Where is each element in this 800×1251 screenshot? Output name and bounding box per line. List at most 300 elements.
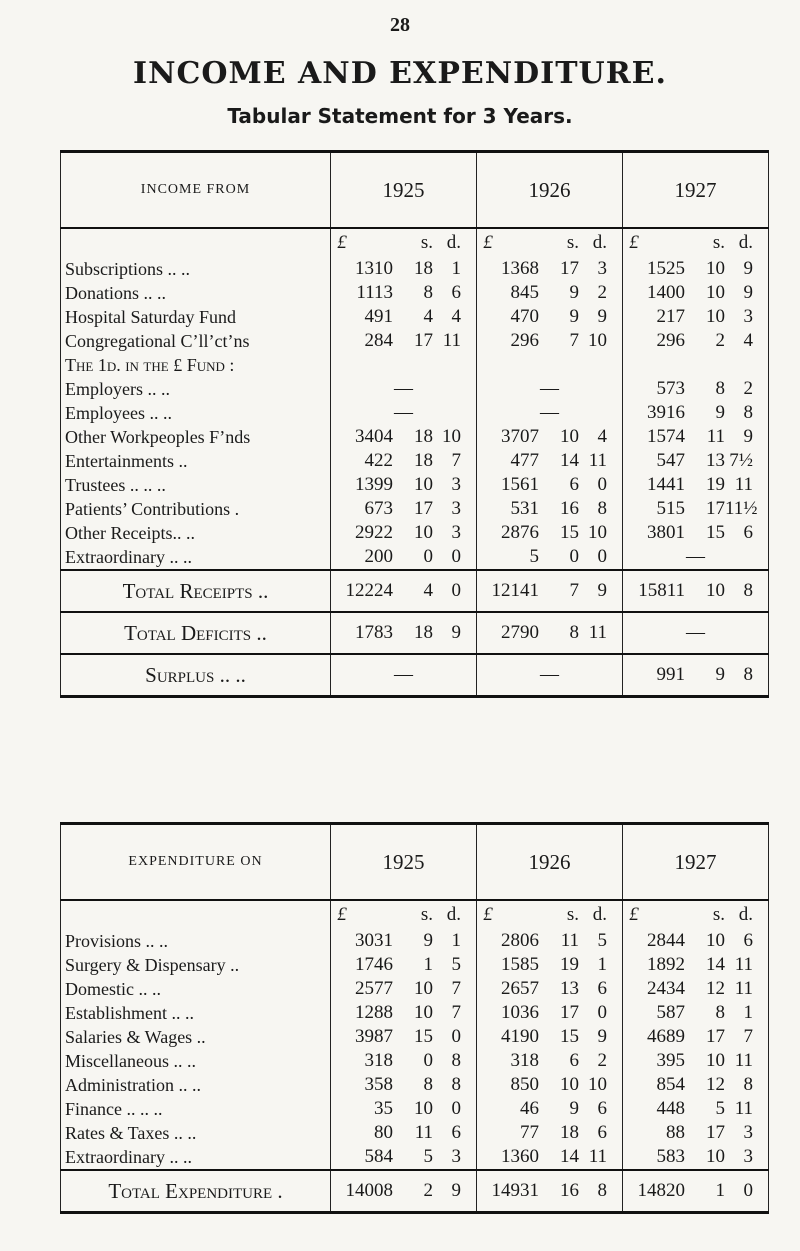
income-value-cell (623, 305, 769, 329)
income-value-cell (331, 521, 477, 545)
income-value-shillings: 10 (706, 258, 725, 279)
income-row-label: The 1d. in the £ Fund : (61, 353, 331, 377)
expenditure-row (61, 1145, 769, 1170)
income-total-pounds: 12224 (345, 580, 393, 601)
income-value-amount (623, 545, 768, 569)
income-value-shillings: 10 (706, 306, 725, 327)
income-value-pence: 8 (743, 402, 753, 423)
income-value-amount (623, 305, 768, 329)
income-total-cell (623, 612, 769, 654)
expenditure-value-shillings: 5 (715, 1098, 725, 1119)
income-total-amount (623, 571, 768, 611)
expenditure-value-pounds: 1288 (355, 1002, 393, 1023)
income-value-pence: 9 (743, 258, 753, 279)
income-value-shillings: 17 (560, 258, 579, 279)
income-value-amount (623, 281, 768, 305)
income-value-amount (331, 353, 476, 377)
expenditure-value-amount (477, 953, 622, 977)
income-row-label: Congregational C’ll’ct’ns (61, 329, 331, 353)
expenditure-value-pence: 0 (451, 1098, 461, 1119)
income-value-amount (623, 425, 768, 449)
expenditure-header-year-1925: 1925 (331, 824, 477, 901)
expenditure-value-amount (477, 1073, 622, 1097)
expenditure-units (477, 901, 622, 929)
expenditure-value-pence: 8 (743, 1074, 753, 1095)
expenditure-value-shillings: 10 (706, 930, 725, 951)
income-value-cell (331, 281, 477, 305)
income-row (61, 329, 769, 353)
expenditure-value-cell (623, 1001, 769, 1025)
expenditure-total-shillings: 1 (715, 1180, 725, 1201)
shilling-unit: s. (566, 904, 579, 925)
expenditure-row-label: Provisions .. .. (61, 929, 331, 953)
expenditure-value-amount (331, 953, 476, 977)
expenditure-row-label: Establishment .. .. (61, 1001, 331, 1025)
income-value-cell (477, 281, 623, 305)
income-value-amount (477, 281, 622, 305)
income-value-pence: 4 (597, 426, 607, 447)
income-value-amount (331, 377, 476, 401)
expenditure-value-amount (331, 1145, 476, 1169)
expenditure-value-pounds: 1585 (501, 954, 539, 975)
page-title: INCOME AND EXPENDITURE. (133, 56, 667, 91)
expenditure-value-cell (477, 1145, 623, 1170)
expenditure-value-pence: 7 (451, 978, 461, 999)
income-total-cell (331, 612, 477, 654)
income-value-pence: 7½ (729, 450, 753, 471)
income-value-shillings: 13 (706, 450, 725, 471)
income-value-cell (623, 449, 769, 473)
income-value-dash: — (686, 546, 705, 567)
income-value-pence: 3 (597, 258, 607, 279)
income-value-pounds: 1574 (647, 426, 685, 447)
income-units (623, 229, 768, 257)
income-value-pence: 3 (451, 474, 461, 495)
expenditure-value-pence: 7 (743, 1026, 753, 1047)
expenditure-value-pounds: 88 (666, 1122, 685, 1143)
expenditure-value-pence: 3 (743, 1146, 753, 1167)
expenditure-units-cell (331, 900, 477, 929)
expenditure-value-pence: 2 (597, 1050, 607, 1071)
expenditure-value-pounds: 80 (374, 1122, 393, 1143)
income-total-pounds: 2790 (501, 622, 539, 643)
income-value-shillings: 16 (560, 498, 579, 519)
income-value-pounds: 5 (529, 546, 539, 567)
income-total-amount (331, 613, 476, 653)
expenditure-table (60, 822, 769, 1214)
expenditure-value-cell (623, 1097, 769, 1121)
expenditure-value-pence: 6 (597, 1122, 607, 1143)
income-row-label: Trustees .. .. .. (61, 473, 331, 497)
income-value-shillings: 6 (569, 474, 579, 495)
income-value-pence: 2 (743, 378, 753, 399)
income-value-pence: 10 (588, 330, 607, 351)
income-row-label: Subscriptions .. .. (61, 257, 331, 281)
income-header-year-1926: 1926 (477, 152, 623, 229)
income-value-pounds: 422 (364, 450, 393, 471)
income-value-cell (331, 449, 477, 473)
income-value-cell (623, 425, 769, 449)
expenditure-value-pounds: 850 (510, 1074, 539, 1095)
pound-sign: £ (483, 904, 493, 925)
income-units-cell (477, 228, 623, 257)
income-value-pence: 3 (451, 522, 461, 543)
expenditure-value-pounds: 587 (656, 1002, 685, 1023)
expenditure-value-pence: 5 (451, 954, 461, 975)
expenditure-value-shillings: 12 (706, 978, 725, 999)
income-value-cell (331, 353, 477, 377)
expenditure-value-pence: 6 (597, 978, 607, 999)
income-value-amount (623, 401, 768, 425)
expenditure-total-shillings: 16 (560, 1180, 579, 1201)
expenditure-value-pounds: 358 (364, 1074, 393, 1095)
income-value-shillings: 10 (560, 426, 579, 447)
expenditure-value-pounds: 1746 (355, 954, 393, 975)
income-row-label: Hospital Saturday Fund (61, 305, 331, 329)
pound-sign: £ (483, 232, 493, 253)
income-total-amount (623, 655, 768, 695)
income-value-cell (623, 497, 769, 521)
expenditure-value-shillings: 1 (423, 954, 433, 975)
expenditure-value-cell (477, 1025, 623, 1049)
income-value-shillings: 19 (706, 474, 725, 495)
expenditure-value-pounds: 4689 (647, 1026, 685, 1047)
expenditure-value-pence: 11 (734, 1050, 753, 1071)
expenditure-total-pence: 9 (451, 1180, 461, 1201)
income-value-pence: 6 (743, 522, 753, 543)
expenditure-value-pounds: 584 (364, 1146, 393, 1167)
expenditure-units (331, 901, 476, 929)
income-value-amount (477, 377, 622, 401)
income-value-cell (623, 257, 769, 281)
expenditure-value-pence: 3 (743, 1122, 753, 1143)
expenditure-total-amount (623, 1171, 768, 1211)
expenditure-total-amount (331, 1171, 476, 1211)
expenditure-value-pence: 8 (451, 1074, 461, 1095)
income-value-shillings: 0 (569, 546, 579, 567)
income-value-cell (623, 377, 769, 401)
income-total-row (61, 654, 769, 697)
shilling-unit: s. (712, 232, 725, 253)
income-value-shillings: 4 (423, 306, 433, 327)
income-row-label: Employees .. .. (61, 401, 331, 425)
expenditure-row (61, 1025, 769, 1049)
income-total-row (61, 612, 769, 654)
income-value-cell (477, 497, 623, 521)
expenditure-row (61, 929, 769, 953)
page-number: 28 (390, 14, 410, 36)
income-total-pence: 9 (451, 622, 461, 643)
expenditure-value-cell (331, 1145, 477, 1170)
income-value-cell (477, 401, 623, 425)
income-value-pence: 0 (597, 474, 607, 495)
expenditure-value-pence: 1 (597, 954, 607, 975)
expenditure-units (623, 901, 768, 929)
expenditure-value-amount (331, 1001, 476, 1025)
income-value-cell (331, 257, 477, 281)
expenditure-value-cell (331, 977, 477, 1001)
income-value-amount (623, 473, 768, 497)
expenditure-value-shillings: 10 (414, 1098, 433, 1119)
income-value-pounds: 515 (656, 498, 685, 519)
expenditure-value-amount (623, 1121, 768, 1145)
expenditure-value-pounds: 46 (520, 1098, 539, 1119)
income-value-pence: 3 (743, 306, 753, 327)
expenditure-total-amount (477, 1171, 622, 1211)
income-value-pounds: 1400 (647, 282, 685, 303)
income-value-pounds: 1368 (501, 258, 539, 279)
income-value-pence: 11 (734, 474, 753, 495)
expenditure-value-pounds: 2577 (355, 978, 393, 999)
expenditure-value-shillings: 5 (423, 1146, 433, 1167)
expenditure-value-amount (331, 1025, 476, 1049)
expenditure-value-shillings: 10 (706, 1050, 725, 1071)
expenditure-value-pounds: 395 (656, 1050, 685, 1071)
page-subtitle: Tabular Statement for 3 Years. (227, 104, 573, 128)
income-row (61, 257, 769, 281)
expenditure-value-amount (477, 1025, 622, 1049)
pound-sign: £ (337, 232, 347, 253)
income-total-cell (623, 654, 769, 697)
expenditure-value-amount (477, 977, 622, 1001)
income-value-pounds: 3916 (647, 402, 685, 423)
income-total-amount (623, 613, 768, 653)
expenditure-value-amount (623, 1097, 768, 1121)
income-value-shillings: 10 (414, 474, 433, 495)
shilling-unit: s. (712, 904, 725, 925)
expenditure-row-label: Extraordinary .. .. (61, 1145, 331, 1170)
expenditure-value-cell (477, 977, 623, 1001)
expenditure-value-cell (477, 1121, 623, 1145)
income-row (61, 449, 769, 473)
expenditure-value-pounds: 1036 (501, 1002, 539, 1023)
expenditure-value-pence: 6 (743, 930, 753, 951)
expenditure-value-amount (623, 1073, 768, 1097)
expenditure-value-amount (477, 1049, 622, 1073)
income-value-amount (331, 473, 476, 497)
income-value-cell (477, 449, 623, 473)
expenditure-value-shillings: 18 (560, 1122, 579, 1143)
income-row (61, 281, 769, 305)
expenditure-value-shillings: 0 (423, 1050, 433, 1071)
expenditure-row (61, 1097, 769, 1121)
income-value-pounds: 1525 (647, 258, 685, 279)
income-row-label: Patients’ Contributions . (61, 497, 331, 521)
income-units-cell (623, 228, 769, 257)
income-row (61, 401, 769, 425)
expenditure-value-cell (331, 1121, 477, 1145)
expenditure-value-pence: 10 (588, 1074, 607, 1095)
income-total-cell (477, 612, 623, 654)
pence-unit: d. (592, 232, 607, 253)
pound-sign: £ (629, 904, 639, 925)
expenditure-value-cell (477, 1073, 623, 1097)
expenditure-row-label: Finance .. .. .. (61, 1097, 331, 1121)
income-total-shillings: 18 (414, 622, 433, 643)
expenditure-value-amount (331, 1121, 476, 1145)
income-total-pounds: 12141 (491, 580, 539, 601)
expenditure-value-pounds: 1360 (501, 1146, 539, 1167)
expenditure-value-pounds: 318 (510, 1050, 539, 1071)
expenditure-total-pence: 0 (743, 1180, 753, 1201)
income-row (61, 425, 769, 449)
income-value-cell (477, 425, 623, 449)
income-value-pence: 11½ (725, 498, 758, 519)
income-value-shillings: 2 (715, 330, 725, 351)
income-total-amount (477, 571, 622, 611)
expenditure-value-amount (623, 1049, 768, 1073)
expenditure-value-pence: 11 (734, 954, 753, 975)
income-total-amount (331, 655, 476, 695)
income-row-label: Extraordinary .. .. (61, 545, 331, 570)
expenditure-value-pence: 1 (451, 930, 461, 951)
expenditure-value-shillings: 15 (414, 1026, 433, 1047)
income-value-amount (477, 401, 622, 425)
expenditure-value-shillings: 9 (423, 930, 433, 951)
expenditure-value-cell (331, 1097, 477, 1121)
income-row (61, 377, 769, 401)
income-value-cell (331, 305, 477, 329)
expenditure-total-pounds: 14008 (345, 1180, 393, 1201)
expenditure-value-pounds: 3987 (355, 1026, 393, 1047)
expenditure-value-cell (331, 1049, 477, 1073)
income-value-cell (623, 329, 769, 353)
income-row-label: Other Receipts.. .. (61, 521, 331, 545)
income-value-shillings: 10 (706, 282, 725, 303)
expenditure-value-amount (331, 977, 476, 1001)
income-total-cell (623, 570, 769, 612)
expenditure-total-pounds: 14931 (491, 1180, 539, 1201)
income-header-label: INCOME FROM (61, 152, 331, 229)
expenditure-value-pounds: 318 (364, 1050, 393, 1071)
expenditure-value-cell (331, 953, 477, 977)
expenditure-value-shillings: 10 (560, 1074, 579, 1095)
income-value-pence: 11 (588, 450, 607, 471)
expenditure-value-pounds: 854 (656, 1074, 685, 1095)
expenditure-total-label: Total Expenditure . (61, 1170, 331, 1213)
expenditure-value-pence: 0 (597, 1002, 607, 1023)
income-value-cell (477, 353, 623, 377)
income-value-amount (331, 305, 476, 329)
income-row (61, 473, 769, 497)
income-value-pence: 9 (743, 282, 753, 303)
expenditure-value-pounds: 1892 (647, 954, 685, 975)
income-value-pounds: 477 (510, 450, 539, 471)
income-total-dash: — (540, 664, 559, 685)
expenditure-total-pounds: 14820 (637, 1180, 685, 1201)
income-value-pounds: 2922 (355, 522, 393, 543)
expenditure-total-cell (477, 1170, 623, 1213)
income-value-cell (331, 377, 477, 401)
expenditure-value-amount (623, 1145, 768, 1169)
expenditure-value-amount (331, 1049, 476, 1073)
pence-unit: d. (738, 904, 753, 925)
expenditure-total-row (61, 1170, 769, 1213)
income-value-shillings: 18 (414, 450, 433, 471)
expenditure-value-cell (623, 1025, 769, 1049)
expenditure-value-pence: 0 (451, 1026, 461, 1047)
expenditure-value-pounds: 3031 (355, 930, 393, 951)
income-value-pounds: 296 (510, 330, 539, 351)
income-value-cell (623, 473, 769, 497)
income-value-amount (623, 521, 768, 545)
expenditure-value-pounds: 77 (520, 1122, 539, 1143)
income-value-pounds: 296 (656, 330, 685, 351)
expenditure-row-label: Miscellaneous .. .. (61, 1049, 331, 1073)
income-value-pounds: 573 (656, 378, 685, 399)
income-value-shillings: 17 (706, 498, 725, 519)
income-total-dash: — (394, 664, 413, 685)
income-value-amount (623, 449, 768, 473)
income-value-cell (477, 377, 623, 401)
expenditure-row-label: Administration .. .. (61, 1073, 331, 1097)
income-table (60, 150, 769, 698)
expenditure-value-amount (477, 1097, 622, 1121)
income-total-shillings: 7 (569, 580, 579, 601)
income-value-cell (331, 425, 477, 449)
income-row (61, 305, 769, 329)
income-value-shillings: 0 (423, 546, 433, 567)
income-value-pence: 11 (442, 330, 461, 351)
expenditure-value-shillings: 19 (560, 954, 579, 975)
expenditure-value-shillings: 17 (706, 1026, 725, 1047)
income-value-amount (331, 449, 476, 473)
expenditure-value-amount (477, 929, 622, 953)
expenditure-value-amount (331, 1097, 476, 1121)
expenditure-row-label: Surgery & Dispensary .. (61, 953, 331, 977)
expenditure-value-amount (623, 977, 768, 1001)
expenditure-total-cell (623, 1170, 769, 1213)
income-value-cell (477, 473, 623, 497)
expenditure-value-cell (331, 1073, 477, 1097)
income-value-amount (477, 497, 622, 521)
expenditure-value-amount (623, 929, 768, 953)
income-value-amount (331, 257, 476, 281)
income-row-label: Other Workpeoples F’nds (61, 425, 331, 449)
expenditure-value-pounds: 448 (656, 1098, 685, 1119)
income-row-label: Entertainments .. (61, 449, 331, 473)
income-units-row (61, 228, 769, 257)
income-value-cell (623, 353, 769, 377)
expenditure-value-pence: 5 (597, 930, 607, 951)
expenditure-row (61, 1073, 769, 1097)
income-total-pounds: 1783 (355, 622, 393, 643)
income-total-amount (477, 613, 622, 653)
expenditure-value-cell (623, 929, 769, 953)
income-row-label: Donations .. .. (61, 281, 331, 305)
expenditure-value-pence: 6 (451, 1122, 461, 1143)
expenditure-value-cell (477, 1001, 623, 1025)
income-value-shillings: 9 (569, 282, 579, 303)
income-value-cell (477, 521, 623, 545)
expenditure-value-amount (331, 1073, 476, 1097)
income-value-cell (623, 521, 769, 545)
income-value-pence: 10 (442, 426, 461, 447)
income-value-pounds: 3707 (501, 426, 539, 447)
income-value-pounds: 3801 (647, 522, 685, 543)
expenditure-row (61, 1049, 769, 1073)
expenditure-value-pounds: 2806 (501, 930, 539, 951)
income-value-amount (477, 305, 622, 329)
expenditure-value-shillings: 13 (560, 978, 579, 999)
expenditure-value-amount (623, 953, 768, 977)
income-value-pounds: 1399 (355, 474, 393, 495)
expenditure-total-shillings: 2 (423, 1180, 433, 1201)
income-total-cell (477, 654, 623, 697)
income-total-amount (331, 571, 476, 611)
income-value-pounds: 1113 (356, 282, 393, 303)
income-value-cell (331, 545, 477, 570)
